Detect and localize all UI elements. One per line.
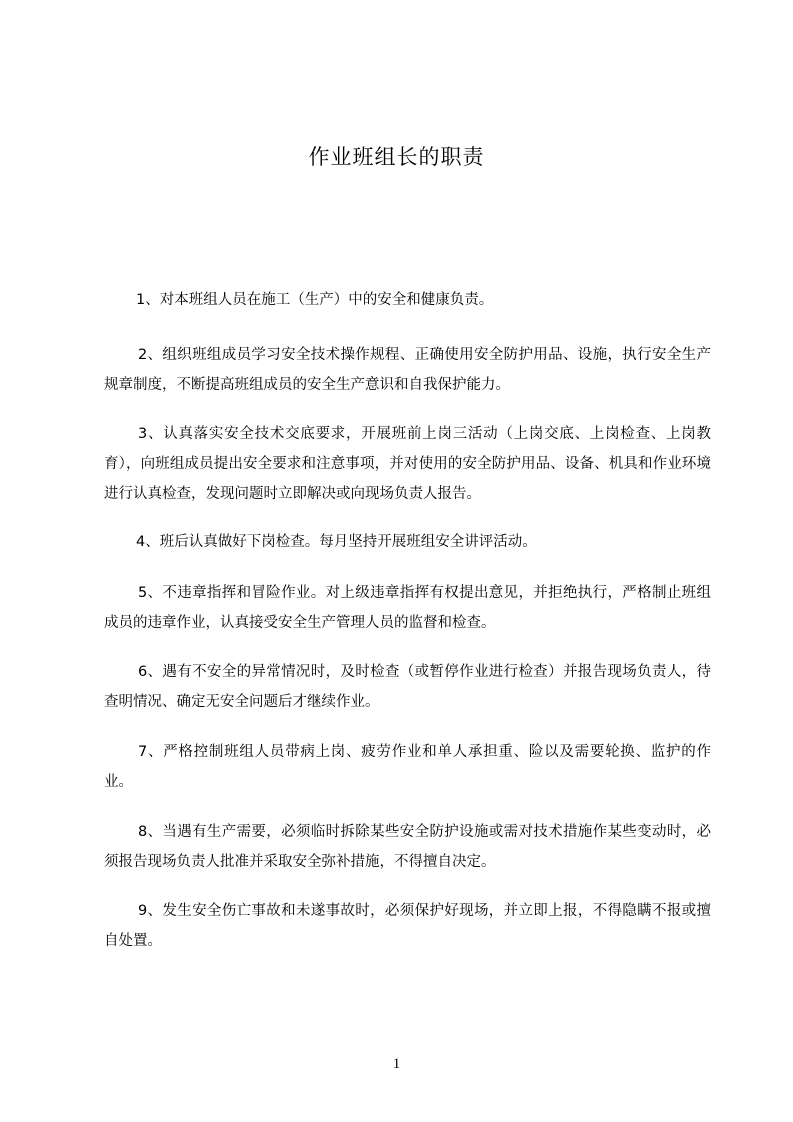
duty-item-5-text: 5、不违章指挥和冒险作业。对上级违章指挥有权提出意见，并拒绝执行，严格制止班组成员的违章作业，认真接受安全生产管理人员的监督和检查。 (104, 585, 711, 631)
duty-item-9 (104, 896, 711, 956)
duty-item-4-text: 4、班后认真做好下岗检查。每月坚持开展班组安全讲评活动。 (136, 534, 537, 550)
duty-item-3 (104, 419, 711, 509)
duty-item-5 (104, 578, 711, 638)
duty-item-1 (104, 285, 711, 315)
document-title: 作业班组长的职责 (308, 145, 485, 169)
duty-item-3-text: 3、认真落实安全技术交底要求，开展班前上岗三活动（上岗交底、上岗检查、上岗教育），向班组成员提出安全要求和注意事项，并对使用的安全防护用品、设备、机具和作业环境进行认真检查，发现问题时立即解决或向现场负责人报告。 (104, 426, 711, 502)
duty-item-1-text: 1、对本班组人员在施工（生产）中的安全和健康负责。 (136, 292, 494, 308)
duty-item-7 (104, 737, 711, 797)
duty-item-7-text: 7、严格控制班组人员带病上岗、疲劳作业和单人承担重、险以及需要轮换、监护的作业。 (104, 744, 711, 790)
duty-item-8-text: 8、当遇有生产需要，必须临时拆除某些安全防护设施或需对技术措施作某些变动时，必须报告现场负责人批准并采取安全弥补措施，不得擅自决定。 (104, 824, 711, 870)
duty-item-9-text: 9、发生安全伤亡事故和未遂事故时，必须保护好现场，并立即上报，不得隐瞒不报或擅自处置。 (104, 903, 711, 949)
duty-item-2-text: 2、组织班组成员学习安全技术操作规程、正确使用安全防护用品、设施，执行安全生产规章制度，不断提高班组成员的安全生产意识和自我保护能力。 (104, 347, 711, 393)
duty-item-2 (104, 340, 711, 400)
page-number: 1 (392, 1056, 401, 1072)
duty-item-8 (104, 817, 711, 877)
duty-item-6-text: 6、遇有不安全的异常情况时，及时检查（或暂停作业进行检查）并报告现场负责人，待查明情况、确定无安全问题后才继续作业。 (104, 664, 711, 710)
duty-item-4 (104, 527, 711, 557)
duty-item-6 (104, 657, 711, 717)
